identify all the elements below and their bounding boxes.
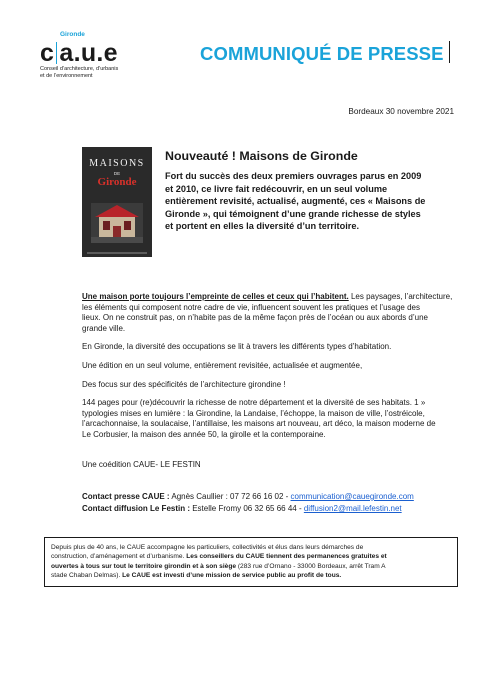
lead-line: entièrement revisité, actualisé, augmenté, ces « Maisons de <box>165 196 426 207</box>
body-line: Des focus sur des spécificités de l’architecture girondine ! <box>82 379 286 389</box>
body-paragraph-1 <box>82 292 462 334</box>
cover-footer-band <box>87 252 147 254</box>
lead-line: Fort du succès des deux premiers ouvrages parus en 2009 <box>165 171 422 181</box>
body-text <box>82 292 462 449</box>
body-line: Une édition en un seul volume, entièrement revisitée, actualisée et augmentée, <box>82 360 363 370</box>
body-line: les éléments qui composent notre cadre de vie, influencent souvent les pratiques et l’usage des <box>82 302 420 312</box>
body-line: lieux. On ne construit pas, on n’habite pas de la même façon près de l’océan ou aux abords d’une <box>82 313 428 323</box>
diffusion-contact-email-link[interactable]: diffusion2@mail.lefestin.net <box>303 504 402 513</box>
body-line: 144 pages pour (re)découvrir la richesse de notre département et la diversité de ses habitats. 1 » <box>82 398 426 408</box>
footer-line <box>51 552 451 561</box>
cover-de: DE <box>113 171 121 176</box>
diffusion-contact-text: Estelle Fromy 06 32 65 66 44 - <box>190 504 304 513</box>
logo-subtitle <box>40 66 150 79</box>
body-paragraph-5 <box>82 398 462 440</box>
body-text-run: Les paysages, l’architecture, <box>348 292 453 301</box>
footer-line: Depuis plus de 40 ans, le CAUE accompagne les particuliers, collectivités et élus dans leurs démarches de <box>51 544 364 551</box>
body-line: En Gironde, la diversité des occupations se lit à travers les différents types d’habitation. <box>82 342 392 352</box>
logo-letter-c: c <box>40 39 54 67</box>
body-paragraph-4 <box>82 380 462 391</box>
press-contact-email-link[interactable]: communication@cauegironde.com <box>290 492 414 501</box>
footer-emphasis: ouvertes à tous sur tout le territoire girondin et à son siège <box>51 562 237 570</box>
footer-text-run: construction, d’aménagement et d’urbanisme. <box>51 553 187 561</box>
body-line: grande ville. <box>82 323 126 333</box>
logo-tag: Gironde <box>60 31 85 38</box>
diffusion-contact-label: Contact diffusion Le Festin : <box>82 504 190 513</box>
footer-line <box>51 571 451 580</box>
lead-line: et portent en elles la diversité d’un territoire. <box>165 221 360 232</box>
logo-subtitle-line: et de l’environnement <box>40 72 93 79</box>
book-cover-image <box>82 147 152 257</box>
house-illustration <box>91 199 143 243</box>
title-divider <box>449 41 450 63</box>
date-line: Bordeaux 30 novembre 2021 <box>348 107 454 116</box>
press-contact-text: Agnès Caullier : 07 72 66 16 02 - <box>169 492 291 501</box>
footer-emphasis: Le CAUE est investi d’une mission de service public au profit de tous. <box>122 572 342 580</box>
coedition-line: Une coédition CAUE- LE FESTIN <box>82 460 201 469</box>
diffusion-contact <box>82 504 402 513</box>
press-contact <box>82 492 414 501</box>
logo-wordmark <box>40 39 150 67</box>
body-line: Le Corbusier, la maison des année 50, la girolle et la contemporaine. <box>82 429 326 439</box>
press-contact-label: Contact presse CAUE : <box>82 492 170 501</box>
body-paragraph-2 <box>82 342 462 353</box>
caue-logo <box>40 31 150 79</box>
lead-line: Gironde », qui témoignent d’une grande richesse de styles <box>165 208 421 219</box>
body-line <box>82 292 462 303</box>
cover-title: MAISONS <box>89 158 145 169</box>
footer-emphasis: Les conseillers du CAUE tiennent des permanences gratuites et <box>186 553 387 561</box>
logo-subtitle-line: Conseil d’architecture, d’urbanis <box>40 66 119 72</box>
lead-line: et 2010, ce livre fait redécouvrir, en un seul volume <box>165 183 388 194</box>
footer-text-run: stade Chaban Delmas). <box>51 572 123 580</box>
body-emphasis: Une maison porte toujours l’empreinte de celles et ceux qui l’habitent. <box>82 292 349 301</box>
page-title: COMMUNIQUÉ DE PRESSE <box>200 43 444 64</box>
logo-bar <box>56 42 58 64</box>
footer-line <box>51 562 451 571</box>
lead-paragraph <box>165 170 455 233</box>
footer-text-run: (283 rue d’Ornano - 33000 Bordeaux, arrêt Tram A <box>236 562 386 570</box>
cover-subtitle: Gironde <box>97 176 137 188</box>
body-line: l’arcachonnaise, la soulacaise, l’antillaise, les maisons art nouveau, art déco, la maison moderne de <box>82 419 436 429</box>
about-caue-box <box>44 537 458 587</box>
logo-letters: a.u.e <box>59 39 118 67</box>
body-paragraph-3 <box>82 361 462 372</box>
body-line: typologies mises en lumière : la Girondine, la Landaise, l’échoppe, la maison de ville, l’ostréicole, <box>82 408 425 418</box>
headline: Nouveauté ! Maisons de Gironde <box>165 149 358 163</box>
